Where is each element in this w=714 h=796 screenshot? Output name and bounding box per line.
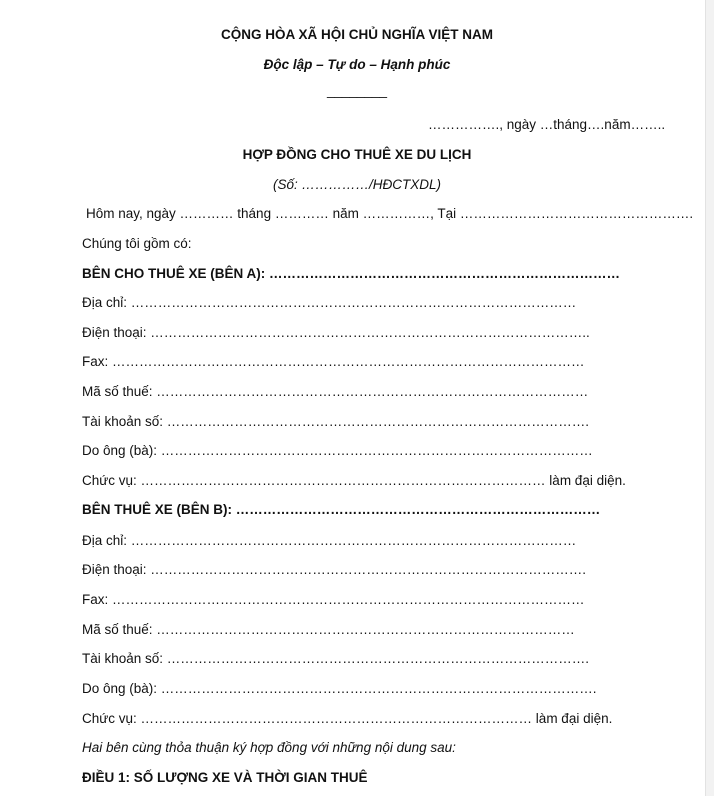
party-b-position: Chức vụ: …………………………………………………………………………… làm đại diện. — [82, 711, 613, 726]
party-a-tax-code: Mã số thuế: …………………………………………………………………………………… — [82, 384, 589, 399]
party-a-phone: Điện thoại: …………………………………………………………………………………….. — [82, 325, 590, 340]
party-b-fax: Fax: …………………………………………………………………………………………… — [82, 592, 585, 607]
party-b-tax-code: Mã số thuế: ………………………………………………………………………………… — [82, 622, 575, 637]
party-a-heading: BÊN CHO THUÊ XE (BÊN A): …………………………………………………………………… — [82, 266, 621, 281]
today-line: Hôm nay, ngày ………… tháng ………… năm ……………, Tại ……………………………………………. — [86, 206, 694, 221]
header-separator: ________ — [326, 83, 388, 98]
place-date: ……………., ngày …tháng….năm…….. — [428, 117, 666, 132]
party-b-address: Địa chỉ: ……………………………………………………………………………………… — [82, 533, 577, 548]
contract-number: (Số: ……………/HĐCTXDL) — [272, 177, 441, 192]
party-a-representative: Do ông (bà): …………………………………………………………………………………… — [82, 443, 593, 458]
party-b-representative: Do ông (bà): ……………………………………………………………………………………. — [82, 681, 597, 696]
party-a-position: Chức vụ: ……………………………………………………………………………… làm đại diện. — [82, 473, 626, 488]
party-a-account: Tài khoản số: …………………………………………………………………………………. — [82, 414, 590, 429]
contract-title: HỢP ĐỒNG CHO THUÊ XE DU LỊCH — [242, 147, 472, 162]
party-a-address: Địa chỉ: ……………………………………………………………………………………… — [82, 295, 577, 310]
party-b-account: Tài khoản số: …………………………………………………………………………………. — [82, 651, 590, 666]
party-b-heading: BÊN THUÊ XE (BÊN B): ……………………………………………………………………… — [82, 502, 601, 517]
party-b-phone: Điện thoại: ……………………………………………………………………………………. — [82, 562, 587, 577]
page-edge-shadow — [705, 0, 714, 796]
agreement-line: Hai bên cùng thỏa thuận ký hợp đồng với những nội dung sau: — [82, 740, 456, 755]
article-1-heading: ĐIỀU 1: SỐ LƯỢNG XE VÀ THỜI GIAN THUÊ — [82, 770, 368, 785]
party-a-fax: Fax: …………………………………………………………………………………………… — [82, 354, 585, 369]
country-name: CỘNG HÒA XÃ HỘI CHỦ NGHĨA VIỆT NAM — [220, 27, 493, 42]
we-are-line: Chúng tôi gồm có: — [82, 236, 192, 251]
motto: Độc lập – Tự do – Hạnh phúc — [263, 57, 451, 72]
